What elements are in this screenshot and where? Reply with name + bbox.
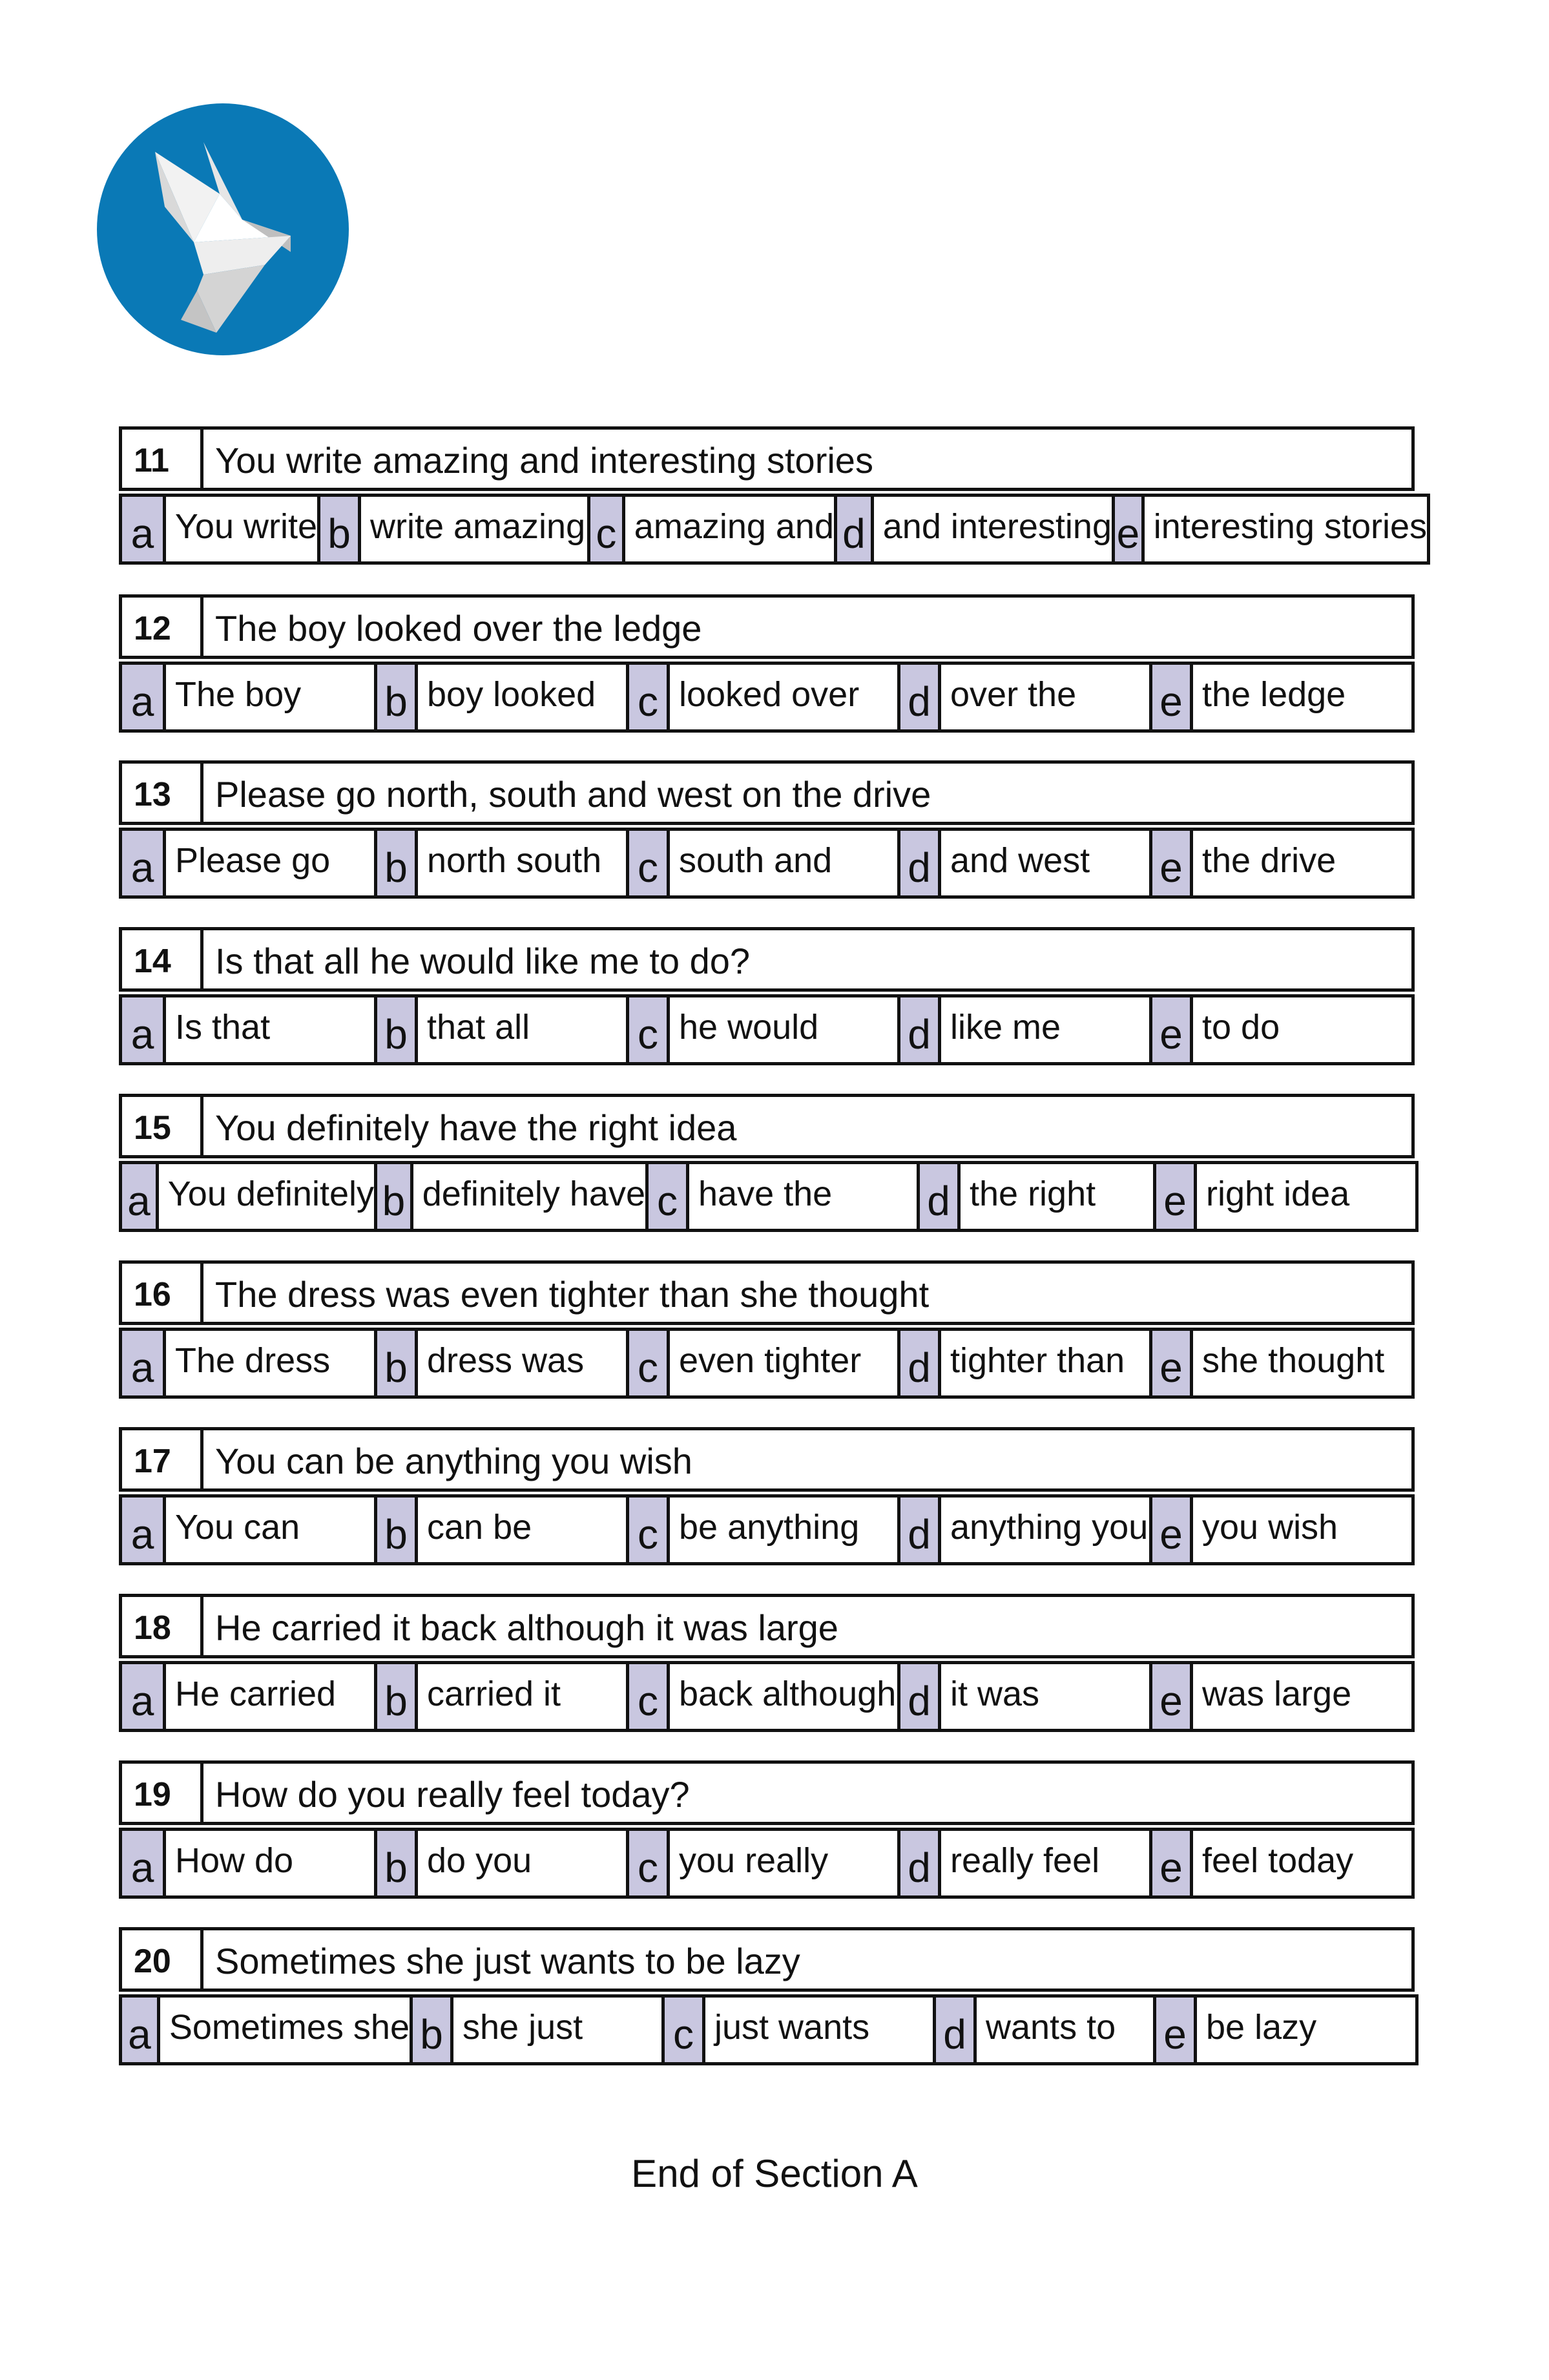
options-row [119,1328,1415,1399]
option-letter: e [1112,497,1145,561]
option-letter: d [897,1831,941,1895]
option-letter: e [1149,1498,1193,1562]
option-letter: e [1153,1164,1197,1229]
option-c[interactable] [626,1331,897,1395]
option-text: He carried [175,1675,337,1713]
option-e[interactable] [1112,497,1427,561]
option-text: dress was [427,1341,585,1380]
option-letter: d [897,665,941,729]
option-d[interactable] [897,997,1149,1062]
option-a[interactable] [122,1164,374,1229]
option-e[interactable] [1149,1831,1411,1895]
question-number: 20 [122,1930,203,1989]
options-row [119,1161,1419,1232]
option-text: be anything [679,1508,860,1547]
option-a[interactable] [122,497,317,561]
option-text: can be [427,1508,532,1547]
question-13 [119,760,1415,899]
question-number: 15 [122,1097,203,1155]
option-text: have the [698,1174,833,1213]
option-letter: a [122,665,166,729]
option-text: south and [679,841,833,880]
option-letter: e [1149,665,1193,729]
question-number: 18 [122,1597,203,1655]
option-b[interactable] [374,665,626,729]
option-letter: d [897,831,941,895]
option-text: anything you [950,1508,1149,1547]
option-letter: e [1149,1331,1193,1395]
option-letter: d [933,1998,977,2062]
option-letter: c [626,997,670,1062]
option-b[interactable] [374,1331,626,1395]
option-text: the drive [1202,841,1336,880]
question-sentence: The dress was even tighter than she thought [215,1273,930,1315]
question-sentence: How do you really feel today? [215,1773,690,1815]
option-letter: a [122,1664,166,1729]
option-text: over the [950,675,1077,714]
question-header [119,1927,1415,1992]
option-d[interactable] [897,1831,1149,1895]
option-letter: e [1149,1831,1193,1895]
option-text: right idea [1206,1174,1350,1213]
option-d[interactable] [897,665,1149,729]
option-b[interactable] [410,1998,661,2062]
option-c[interactable] [626,1831,897,1895]
option-letter: b [374,1331,418,1395]
option-text: was large [1202,1675,1352,1713]
option-text: and interesting [882,507,1112,546]
question-sentence: Is that all he would like me to do? [215,940,751,981]
option-letter: c [587,497,625,561]
question-sentence: Please go north, south and west on the drive [215,773,931,815]
option-letter: c [645,1164,689,1229]
option-text: do you [427,1841,532,1880]
option-b[interactable] [374,831,626,895]
option-c[interactable] [626,831,897,895]
question-header [119,760,1415,825]
option-e[interactable] [1149,1664,1411,1729]
question-header [119,1760,1415,1825]
option-a[interactable] [122,1998,410,2062]
option-letter: b [374,831,418,895]
option-d[interactable] [897,831,1149,895]
option-text: like me [950,1008,1061,1047]
option-a[interactable] [122,1331,374,1395]
option-a[interactable] [122,665,374,729]
option-letter: a [122,1331,166,1395]
option-text: even tighter [679,1341,862,1380]
question-header [119,1260,1415,1325]
question-20 [119,1927,1419,2065]
option-c[interactable] [626,1664,897,1729]
option-text: it was [950,1675,1040,1713]
option-text: Please go [175,841,331,880]
option-text: You definitely [167,1174,374,1213]
option-a[interactable] [122,1664,374,1729]
option-text: feel today [1202,1841,1354,1880]
option-text: The dress [175,1341,331,1380]
question-12 [119,594,1415,733]
options-row [119,494,1430,565]
option-d[interactable] [897,1331,1149,1395]
option-text: write amazing [370,507,586,546]
question-number: 19 [122,1764,203,1822]
option-letter: e [1153,1998,1197,2062]
option-text: You can [175,1508,300,1547]
question-header [119,1594,1415,1658]
option-letter: d [917,1164,961,1229]
options-row [119,1994,1419,2065]
option-text: wants to [986,2008,1116,2047]
option-text: back although [679,1675,897,1713]
option-letter: a [122,1164,159,1229]
question-header [119,927,1415,992]
option-letter: b [374,997,418,1062]
option-text: and west [950,841,1090,880]
option-text: north south [427,841,602,880]
question-number: 14 [122,930,203,988]
option-letter: a [122,1998,160,2062]
option-text: to do [1202,1008,1280,1047]
option-letter: b [317,497,361,561]
question-number: 17 [122,1430,203,1488]
option-letter: d [897,1498,941,1562]
option-text: looked over [679,675,860,714]
option-text: interesting stories [1153,507,1427,546]
option-text: she just [463,2008,583,2047]
question-number: 12 [122,598,203,656]
option-b[interactable] [374,1164,645,1229]
option-text: he would [679,1008,819,1047]
option-letter: c [626,1498,670,1562]
option-letter: c [626,831,670,895]
question-number: 13 [122,764,203,822]
option-text: amazing and [634,507,834,546]
option-letter: e [1149,997,1193,1062]
option-text: definitely have [422,1174,645,1213]
question-11 [119,426,1430,565]
option-c[interactable] [626,997,897,1062]
option-text: you really [679,1841,829,1880]
options-row [119,994,1415,1065]
option-d[interactable] [933,1998,1153,2062]
option-a[interactable] [122,1831,374,1895]
option-text: Sometimes she [169,2008,410,2047]
option-text: be lazy [1206,2008,1317,2047]
option-letter: a [122,831,166,895]
question-sentence: He carried it back although it was large [215,1607,838,1648]
option-text: carried it [427,1675,561,1713]
question-15 [119,1094,1419,1232]
option-letter: b [374,1164,413,1229]
question-header [119,426,1415,491]
option-text: she thought [1202,1341,1385,1380]
option-b[interactable] [374,1664,626,1729]
options-row [119,662,1415,733]
option-text: tighter than [950,1341,1125,1380]
question-sentence: You can be anything you wish [215,1440,692,1481]
option-text: you wish [1202,1508,1338,1547]
option-e[interactable] [1149,831,1411,895]
question-sentence: Sometimes she just wants to be lazy [215,1940,800,1981]
question-header [119,594,1415,659]
option-c[interactable] [587,497,834,561]
option-c[interactable] [661,1998,933,2062]
option-letter: a [122,1831,166,1895]
options-row [119,828,1415,899]
option-letter: b [374,1498,418,1562]
option-letter: d [897,1664,941,1729]
option-d[interactable] [897,1664,1149,1729]
question-number: 11 [122,430,203,488]
end-of-section-text: End of Section A [631,2152,918,2195]
option-e[interactable] [1153,1998,1415,2062]
option-e[interactable] [1149,665,1411,729]
option-letter: c [626,665,670,729]
option-letter: a [122,497,166,561]
question-header [119,1094,1415,1158]
option-text: How do [175,1841,294,1880]
option-d[interactable] [897,1498,1149,1562]
question-number: 16 [122,1264,203,1322]
option-e[interactable] [1149,1331,1411,1395]
options-row [119,1494,1415,1565]
option-e[interactable] [1153,1164,1415,1229]
option-a[interactable] [122,1498,374,1562]
option-letter: d [834,497,874,561]
option-c[interactable] [626,1498,897,1562]
option-e[interactable] [1149,997,1411,1062]
option-letter: b [374,665,418,729]
option-d[interactable] [834,497,1112,561]
option-b[interactable] [374,1498,626,1562]
option-letter: c [626,1331,670,1395]
option-c[interactable] [645,1164,917,1229]
option-a[interactable] [122,997,374,1062]
option-text: really feel [950,1841,1100,1880]
question-sentence: You definitely have the right idea [215,1107,737,1148]
question-sentence: The boy looked over the ledge [215,607,702,649]
option-text: Is that [175,1008,271,1047]
question-sentence: You write amazing and interesting stories [215,439,873,481]
question-17 [119,1427,1415,1565]
option-letter: b [374,1831,418,1895]
option-letter: c [626,1664,670,1729]
question-19 [119,1760,1415,1899]
dove-logo-icon [97,103,349,355]
option-letter: e [1149,831,1193,895]
option-d[interactable] [917,1164,1153,1229]
option-text: The boy [175,675,302,714]
option-b[interactable] [317,497,587,561]
question-header [119,1427,1415,1492]
option-text: the right [970,1174,1096,1213]
question-14 [119,927,1415,1065]
option-letter: b [410,1998,453,2062]
option-letter: a [122,1498,166,1562]
option-letter: c [661,1998,705,2062]
option-text: just wants [714,2008,870,2047]
question-16 [119,1260,1415,1399]
option-letter: b [374,1664,418,1729]
options-row [119,1661,1415,1732]
option-letter: d [897,997,941,1062]
option-text: the ledge [1202,675,1346,714]
option-letter: e [1149,1664,1193,1729]
option-letter: c [626,1831,670,1895]
option-c[interactable] [626,665,897,729]
options-row [119,1828,1415,1899]
option-a[interactable] [122,831,374,895]
question-18 [119,1594,1415,1732]
option-text: You write [174,507,317,546]
option-letter: a [122,997,166,1062]
option-letter: d [897,1331,941,1395]
option-b[interactable] [374,997,626,1062]
option-text: that all [427,1008,530,1047]
option-text: boy looked [427,675,596,714]
option-e[interactable] [1149,1498,1411,1562]
option-b[interactable] [374,1831,626,1895]
